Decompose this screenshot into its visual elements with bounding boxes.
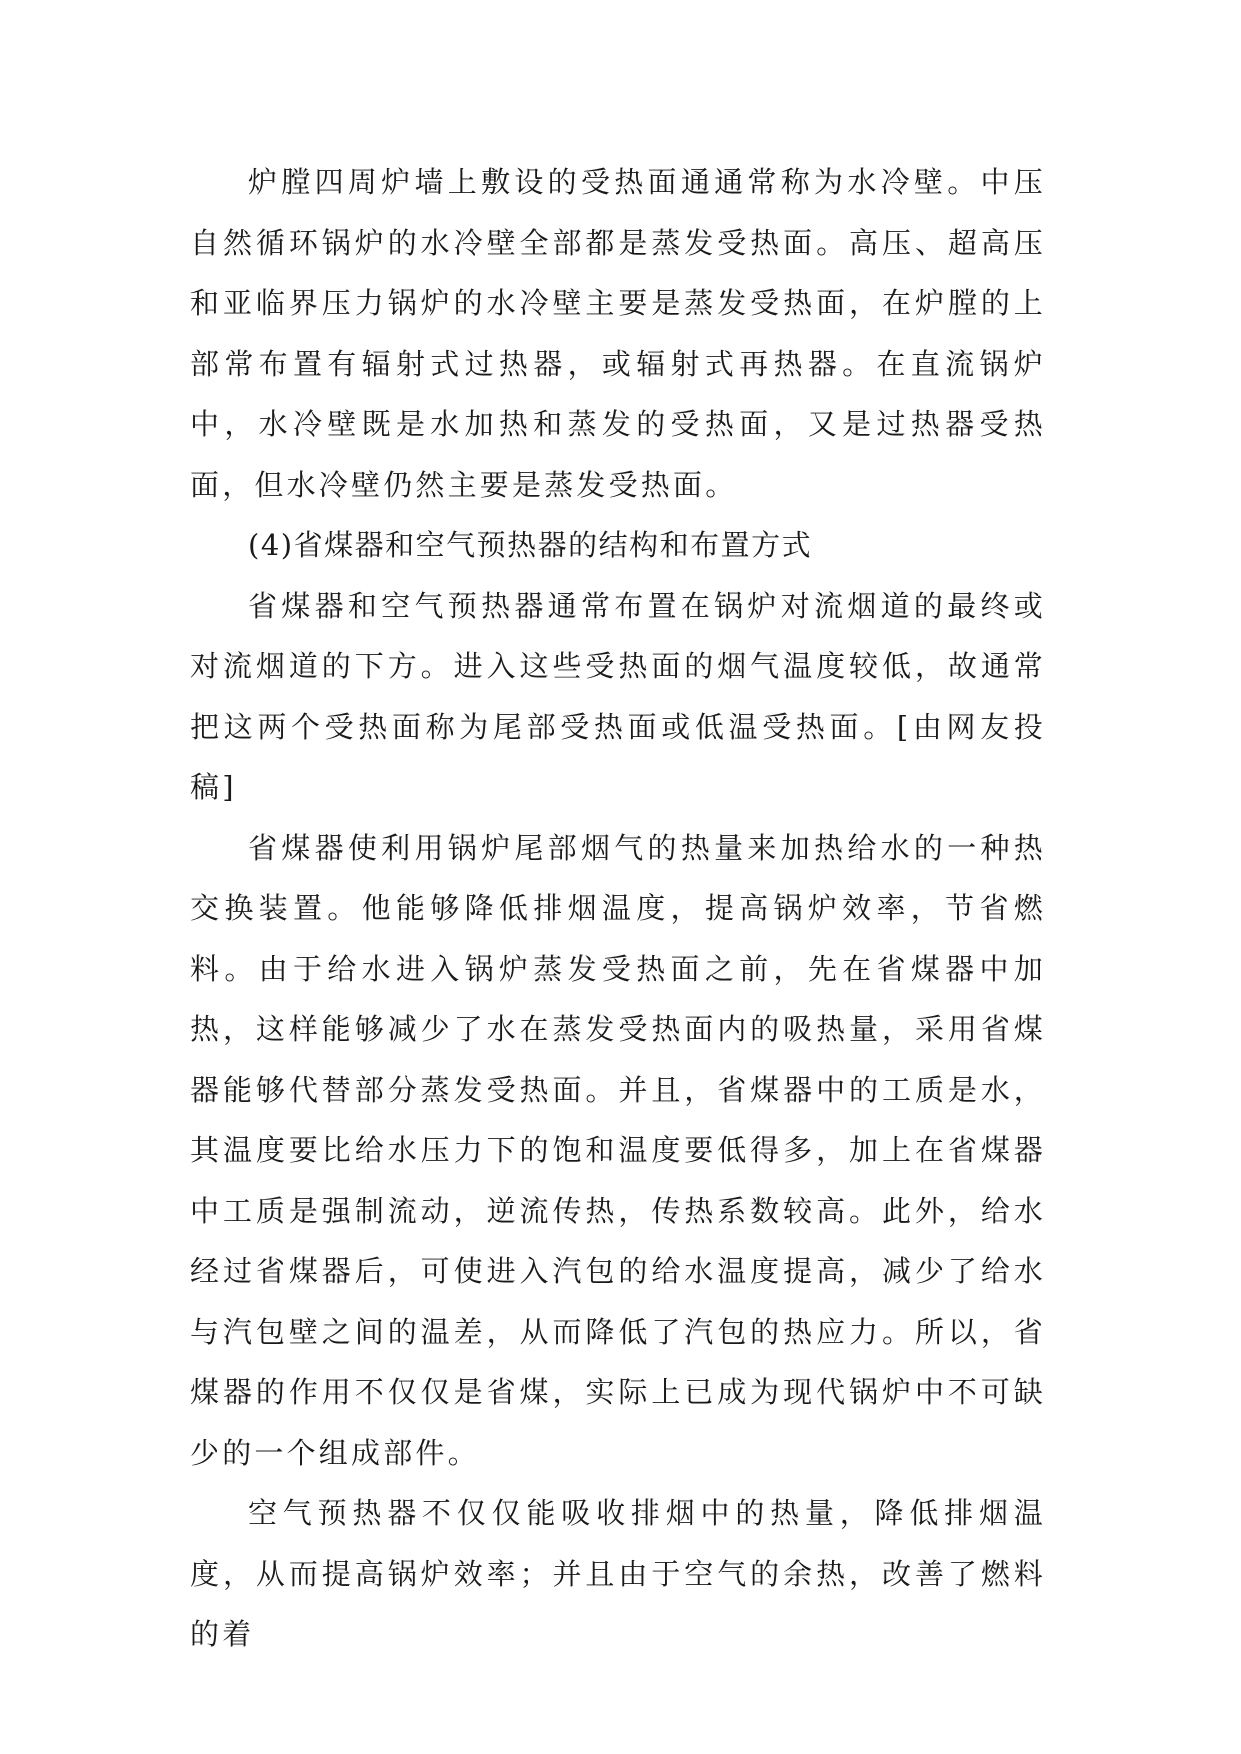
- section-heading-economizer-air-preheater: (4)省煤器和空气预热器的结构和布置方式: [248, 528, 813, 562]
- paragraph-economizer: 省煤器使利用锅炉尾部烟气的热量来加热给水的一种热交换装置。他能够降低排烟温度，提高锅炉效率，节省燃料。由于给水进入锅炉蒸发受热面之前，先在省煤器中加热，这样能够减少了水在蒸发受热面内的吸热量，采用省煤器能够代替部分蒸发受热面。并且，省煤器中的工质是水，其温度要比给水压力下的饱和温度要低得多，加上在省煤器中工质是强制流动，逆流传热，传热系数较高。此外，给水经过省煤器后，可使进入汽包的给水温度提高，减少了给水与汽包壁之间的温差，从而降低了汽包的热应力。所以，省煤器的作用不仅仅是省煤，实际上已成为现代锅炉中不可缺少的一个组成部件。: [190, 830, 1046, 1470]
- paragraph-air-preheater: 空气预热器不仅仅能吸收排烟中的热量，降低排烟温度，从而提高锅炉效率；并且由于空气的余热，改善了燃料的着: [190, 1496, 1046, 1651]
- paragraph-tail-heating-surface: 省煤器和空气预热器通常布置在锅炉对流烟道的最终或对流烟道的下方。进入这些受热面的烟气温度较低，故通常把这两个受热面称为尾部受热面或低温受热面。[由网友投稿]: [190, 588, 1046, 804]
- document-body: [190, 152, 1046, 1665]
- paragraph-water-wall: 炉膛四周炉墙上敷设的受热面通通常称为水冷壁。中压自然循环锅炉的水冷壁全部都是蒸发受热面。高压、超高压和亚临界压力锅炉的水冷壁主要是蒸发受热面，在炉膛的上部常布置有辐射式过热器，或辐射式再热器。在直流锅炉中，水冷壁既是水加热和蒸发的受热面，又是过热器受热面，但水冷壁仍然主要是蒸发受热面。: [190, 165, 1046, 502]
